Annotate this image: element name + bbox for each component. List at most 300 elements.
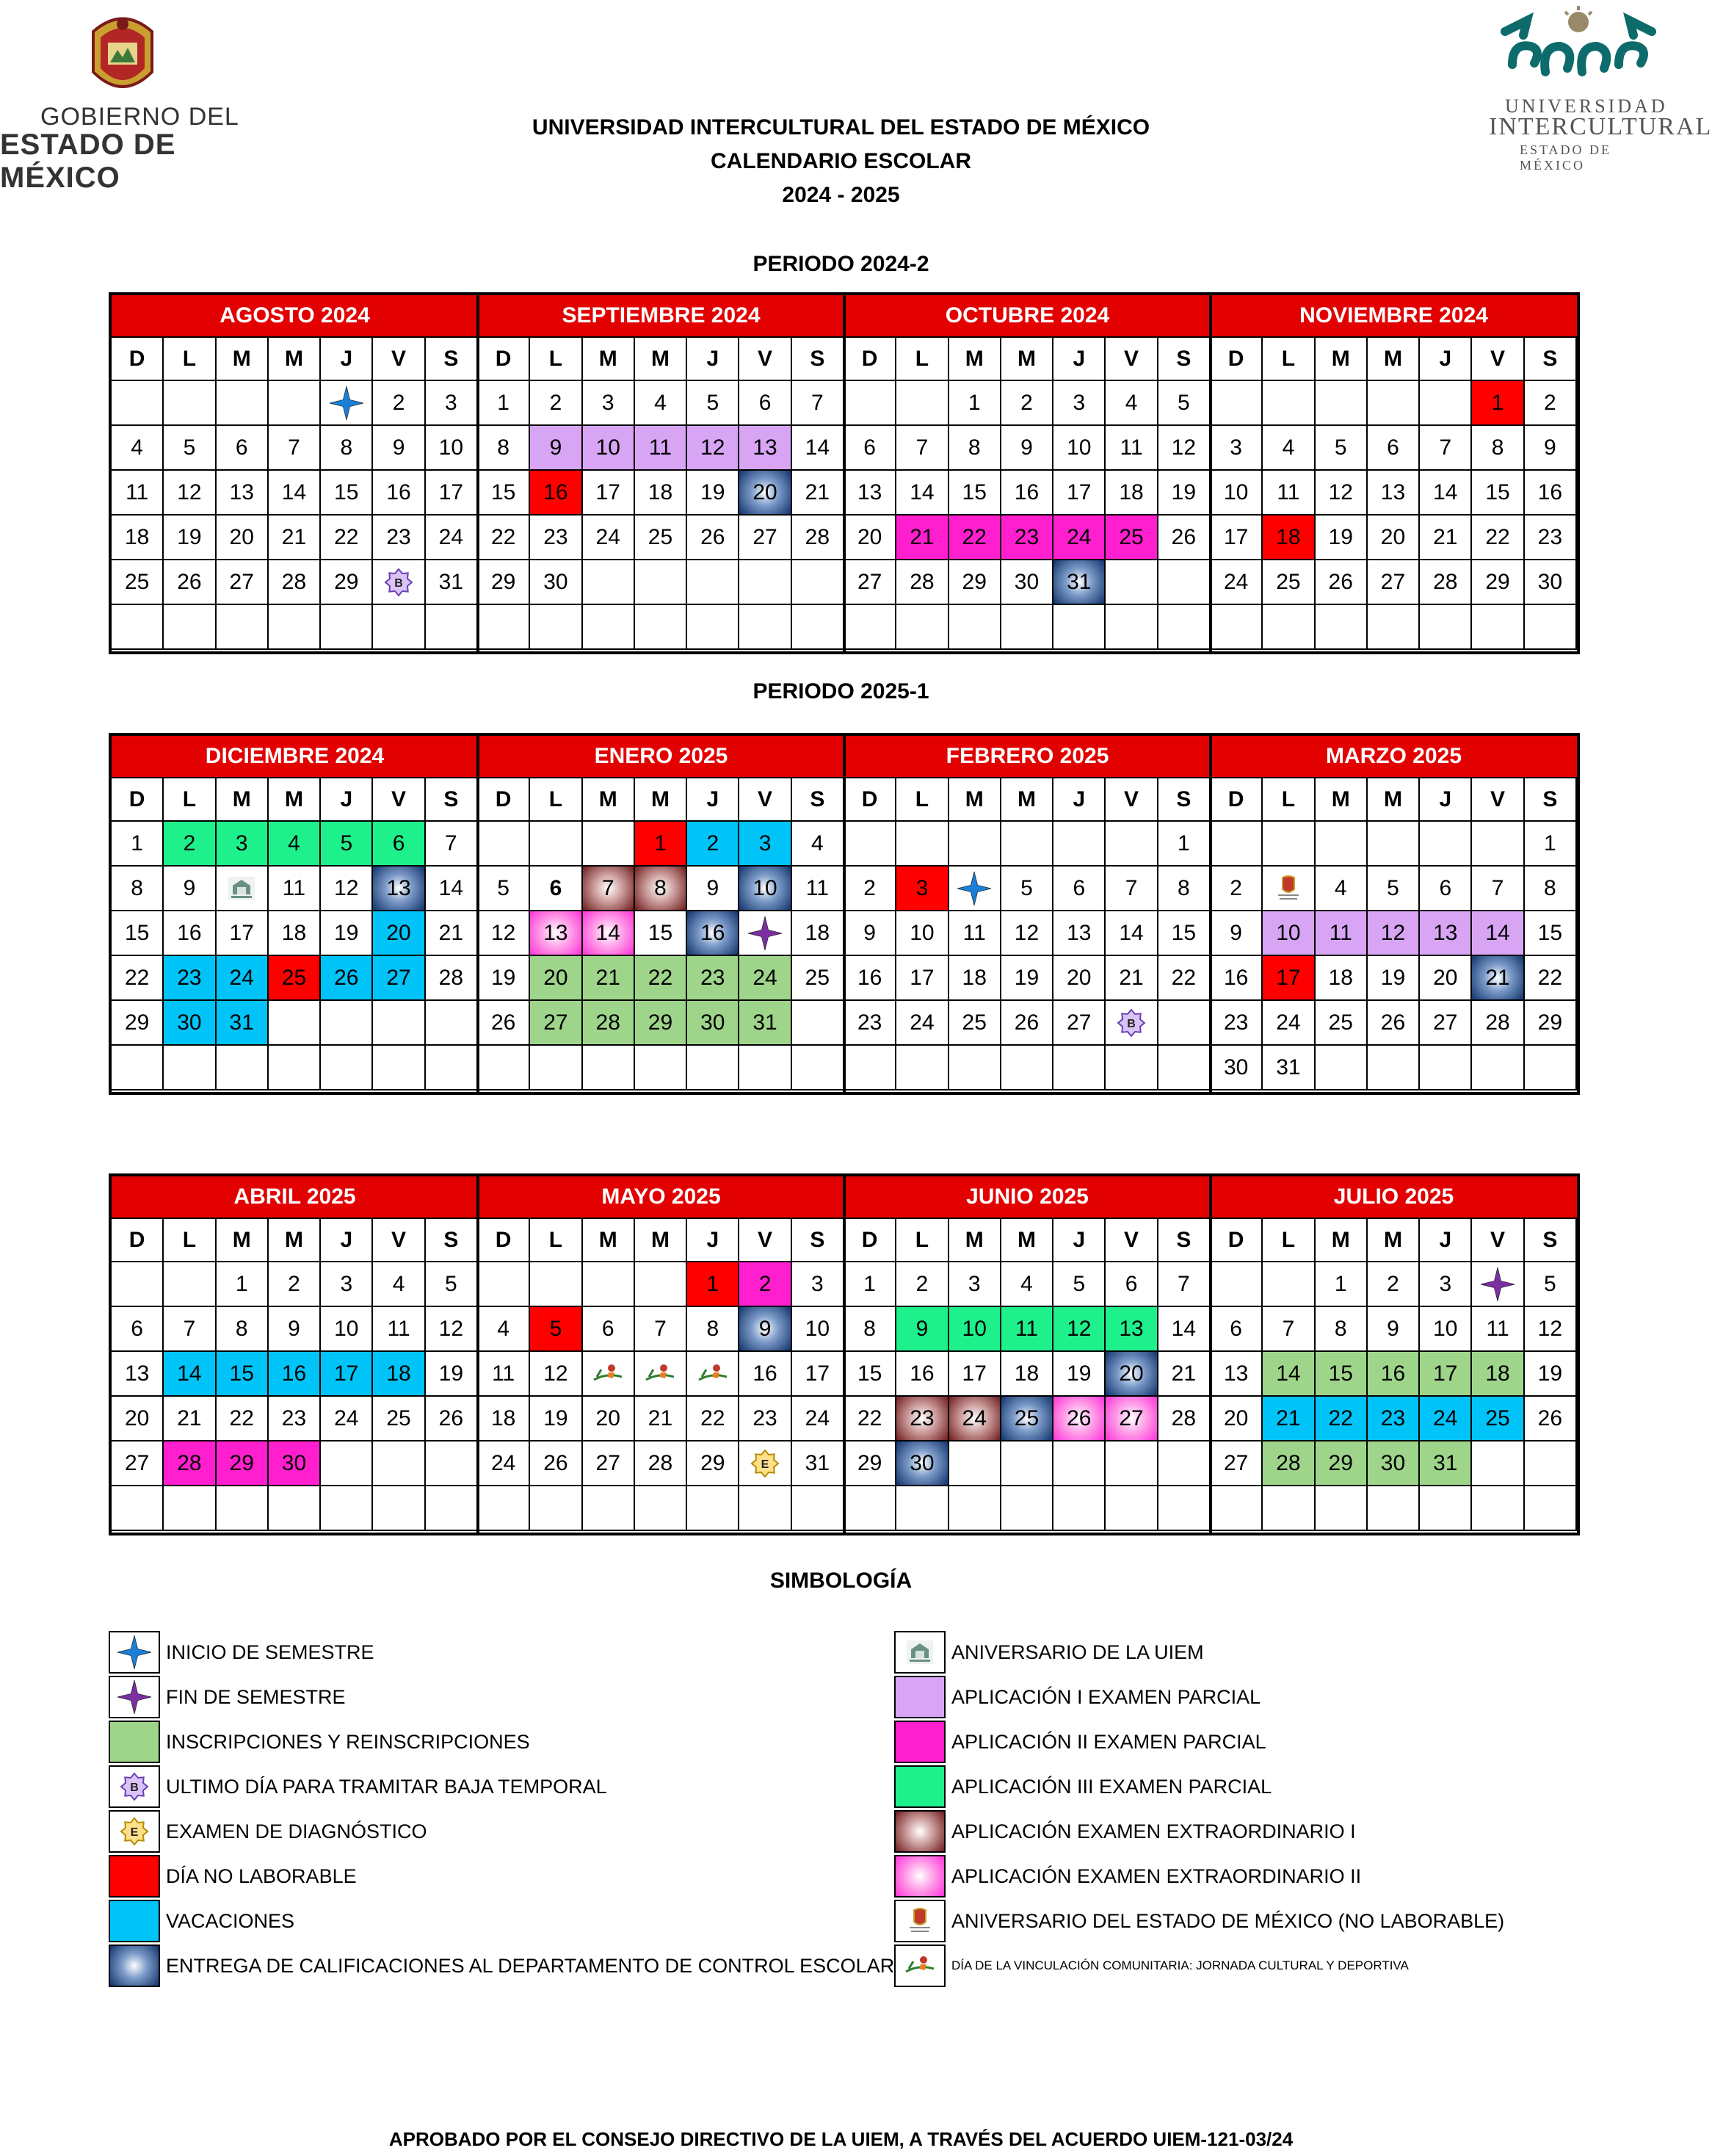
empty-cell: [792, 605, 844, 650]
empty-cell: [217, 605, 269, 650]
empty-cell: [1263, 822, 1315, 867]
legend-item: [109, 1809, 427, 1853]
day-cell: 20: [1211, 1397, 1263, 1441]
empty-cell: [530, 1486, 582, 1531]
weekday-label: M: [1368, 1218, 1420, 1262]
day-cell: 28: [1263, 1441, 1315, 1486]
day-cell: 2: [896, 1262, 949, 1307]
empty-cell: [949, 822, 1001, 867]
weekday-label: S: [1525, 336, 1577, 381]
day-cell: 11: [373, 1307, 425, 1352]
weekday-label: D: [112, 1218, 164, 1262]
day-cell: 7: [1472, 867, 1524, 911]
day-cell: 6: [373, 822, 425, 867]
empty-cell: [426, 605, 478, 650]
empty-cell: [687, 560, 739, 605]
month-header: FEBRERO 2025: [844, 736, 1211, 777]
day-cell: 9: [1211, 911, 1263, 956]
weekday-label: D: [112, 777, 164, 822]
day-cell: 17: [949, 1352, 1001, 1397]
day-cell: 25: [1316, 1001, 1368, 1046]
weekday-label: S: [792, 1218, 844, 1262]
weekday-label: J: [1053, 336, 1106, 381]
legend-label: ANIVERSARIO DEL ESTADO DE MÉXICO (NO LABORABLE): [951, 1909, 1505, 1932]
weekday-label: V: [1472, 777, 1524, 822]
empty-cell: [687, 1046, 739, 1090]
weekday-label: M: [1316, 777, 1368, 822]
day-cell: 31: [1420, 1441, 1472, 1486]
legend-item: [894, 1675, 1261, 1719]
day-cell: 17: [896, 956, 949, 1001]
day-cell: 27: [1106, 1397, 1158, 1441]
day-cell: 15: [1316, 1352, 1368, 1397]
day-cell: 4: [269, 822, 321, 867]
day-cell: 5: [1053, 1262, 1106, 1307]
day-cell: 26: [1368, 1001, 1420, 1046]
day-cell: 11: [635, 426, 687, 471]
day-cell: 6: [217, 426, 269, 471]
day-cell: 5: [530, 1307, 582, 1352]
day-cell: 13: [112, 1352, 164, 1397]
weekday-label: M: [217, 1218, 269, 1262]
day-cell: 12: [164, 471, 216, 516]
day-cell: 14: [269, 471, 321, 516]
empty-cell: [1158, 1441, 1211, 1486]
day-cell: 1: [1158, 822, 1211, 867]
day-cell: 29: [1525, 1001, 1577, 1046]
inicio-semestre-icon: [321, 381, 373, 426]
legend-item: [109, 1944, 894, 1988]
day-cell: 30: [1368, 1441, 1420, 1486]
month-separator: [843, 1176, 846, 1533]
month-header: MAYO 2025: [478, 1176, 844, 1218]
empty-cell: [1211, 1262, 1263, 1307]
empty-cell: [896, 605, 949, 650]
weekday-label: J: [1420, 777, 1472, 822]
empty-cell: [164, 605, 216, 650]
day-cell: 5: [321, 822, 373, 867]
vinculacion-comunitaria-icon: [687, 1352, 739, 1397]
day-cell: 14: [164, 1352, 216, 1397]
day-cell: 31: [792, 1441, 844, 1486]
day-cell: 26: [1316, 560, 1368, 605]
day-cell: 13: [844, 471, 896, 516]
empty-cell: [949, 1046, 1001, 1090]
empty-cell: [1472, 1441, 1524, 1486]
empty-cell: [1472, 605, 1524, 650]
weekday-label: L: [1263, 1218, 1315, 1262]
day-cell: 21: [164, 1397, 216, 1441]
legend-swatch: [894, 1721, 946, 1763]
day-cell: 6: [1368, 426, 1420, 471]
day-cell: 1: [1472, 381, 1524, 426]
empty-cell: [1053, 605, 1106, 650]
legend-label: ANIVERSARIO DE LA UIEM: [951, 1640, 1204, 1663]
weekday-label: J: [321, 1218, 373, 1262]
day-cell: 8: [949, 426, 1001, 471]
day-cell: 23: [687, 956, 739, 1001]
empty-cell: [321, 1001, 373, 1046]
day-cell: 6: [583, 1307, 635, 1352]
day-cell: 29: [321, 560, 373, 605]
day-cell: 28: [635, 1441, 687, 1486]
legend-swatch: [894, 1855, 946, 1898]
day-cell: 2: [1525, 381, 1577, 426]
day-cell: 12: [1316, 471, 1368, 516]
day-cell: 21: [896, 516, 949, 560]
day-cell: 5: [1368, 867, 1420, 911]
day-cell: 27: [373, 956, 425, 1001]
day-cell: 26: [321, 956, 373, 1001]
day-cell: 15: [478, 471, 530, 516]
day-cell: 11: [112, 471, 164, 516]
day-cell: 1: [635, 822, 687, 867]
legend-swatch: [109, 1721, 160, 1763]
day-cell: 22: [844, 1397, 896, 1441]
weekday-label: M: [583, 777, 635, 822]
day-cell: 7: [1158, 1262, 1211, 1307]
day-cell: 11: [269, 867, 321, 911]
weekday-label: M: [949, 336, 1001, 381]
legend-item: [894, 1809, 1356, 1853]
empty-cell: [949, 1441, 1001, 1486]
day-cell: 4: [373, 1262, 425, 1307]
weekday-label: L: [530, 777, 582, 822]
day-cell: 17: [217, 911, 269, 956]
day-cell: 8: [1316, 1307, 1368, 1352]
legend-label: DÍA NO LABORABLE: [166, 1864, 357, 1887]
weekday-label: M: [217, 777, 269, 822]
weekday-label: J: [687, 777, 739, 822]
empty-cell: [1106, 1441, 1158, 1486]
weekday-label: V: [739, 336, 791, 381]
empty-cell: [478, 1262, 530, 1307]
weekday-label: M: [635, 777, 687, 822]
empty-cell: [1001, 1046, 1053, 1090]
weekday-label: V: [1472, 336, 1524, 381]
baja-temporal-icon: [373, 560, 425, 605]
day-cell: 4: [1316, 867, 1368, 911]
svg-text:E: E: [761, 1458, 769, 1471]
day-cell: 20: [739, 471, 791, 516]
empty-cell: [164, 1262, 216, 1307]
day-cell: 4: [792, 822, 844, 867]
day-cell: 5: [1525, 1262, 1577, 1307]
weekday-label: J: [321, 777, 373, 822]
calendar-grid-2025-1a: [109, 733, 1580, 1095]
day-cell: 26: [687, 516, 739, 560]
svg-text:B: B: [1127, 1017, 1136, 1030]
day-cell: 2: [1368, 1262, 1420, 1307]
examen-diagnostico-icon: [109, 1810, 160, 1853]
day-cell: 2: [1211, 867, 1263, 911]
weekday-label: V: [1472, 1218, 1524, 1262]
day-cell: 3: [739, 822, 791, 867]
day-cell: 24: [426, 516, 478, 560]
day-cell: 20: [1368, 516, 1420, 560]
day-cell: 21: [583, 956, 635, 1001]
day-cell: 3: [321, 1262, 373, 1307]
weekday-label: D: [1211, 1218, 1263, 1262]
day-cell: 20: [1053, 956, 1106, 1001]
legend-label: EXAMEN DE DIAGNÓSTICO: [166, 1820, 427, 1842]
weekday-label: D: [112, 336, 164, 381]
aniversario-edomex-icon: [894, 1900, 946, 1942]
weekday-label: M: [949, 1218, 1001, 1262]
empty-cell: [1106, 560, 1158, 605]
weekday-label: M: [269, 336, 321, 381]
day-cell: 23: [844, 1001, 896, 1046]
month-header: ABRIL 2025: [112, 1176, 478, 1218]
day-cell: 25: [792, 956, 844, 1001]
empty-cell: [478, 1046, 530, 1090]
weekday-label: M: [217, 336, 269, 381]
day-cell: 30: [269, 1441, 321, 1486]
day-cell: 23: [896, 1397, 949, 1441]
month-header: NOVIEMBRE 2024: [1211, 295, 1577, 336]
day-cell: 26: [530, 1441, 582, 1486]
day-cell: 18: [112, 516, 164, 560]
day-cell: 3: [1053, 381, 1106, 426]
day-cell: 30: [1211, 1046, 1263, 1090]
empty-cell: [1053, 1486, 1106, 1531]
day-cell: 16: [896, 1352, 949, 1397]
legend-item: [109, 1630, 374, 1674]
legend-label: APLICACIÓN III EXAMEN PARCIAL: [951, 1775, 1272, 1798]
legend-label: ULTIMO DÍA PARA TRAMITAR BAJA TEMPORAL: [166, 1775, 607, 1798]
day-cell: 4: [635, 381, 687, 426]
day-cell: 12: [530, 1352, 582, 1397]
day-cell: 3: [426, 381, 478, 426]
fin-semestre-icon: [109, 1676, 160, 1718]
empty-cell: [844, 1486, 896, 1531]
day-cell: 24: [949, 1397, 1001, 1441]
empty-cell: [1472, 1046, 1524, 1090]
empty-cell: [530, 822, 582, 867]
aniversario-uiem-icon: [894, 1631, 946, 1674]
day-cell: 1: [1525, 822, 1577, 867]
uiem-line3: ESTADO DE MÉXICO: [1520, 142, 1612, 173]
day-cell: 21: [792, 471, 844, 516]
day-cell: 14: [426, 867, 478, 911]
day-cell: 25: [373, 1397, 425, 1441]
day-cell: 25: [1263, 560, 1315, 605]
day-cell: 15: [1472, 471, 1524, 516]
aniversario-uiem-icon: [217, 867, 269, 911]
day-cell: 24: [1211, 560, 1263, 605]
day-cell: 16: [164, 911, 216, 956]
empty-cell: [1158, 605, 1211, 650]
day-cell: 7: [269, 426, 321, 471]
empty-cell: [635, 560, 687, 605]
empty-cell: [583, 605, 635, 650]
day-cell: 30: [896, 1441, 949, 1486]
day-cell: 23: [1525, 516, 1577, 560]
day-cell: 4: [1001, 1262, 1053, 1307]
weekday-label: S: [1158, 336, 1211, 381]
day-cell: 22: [321, 516, 373, 560]
day-cell: 7: [426, 822, 478, 867]
empty-cell: [426, 1486, 478, 1531]
day-cell: 13: [1053, 911, 1106, 956]
empty-cell: [635, 1486, 687, 1531]
day-cell: 19: [687, 471, 739, 516]
weekday-label: M: [635, 1218, 687, 1262]
day-cell: 27: [1420, 1001, 1472, 1046]
day-cell: 27: [217, 560, 269, 605]
day-cell: 8: [844, 1307, 896, 1352]
weekday-label: S: [1158, 1218, 1211, 1262]
weekday-label: V: [739, 777, 791, 822]
day-cell: 13: [217, 471, 269, 516]
empty-cell: [1211, 381, 1263, 426]
empty-cell: [1053, 822, 1106, 867]
day-cell: 29: [687, 1441, 739, 1486]
weekday-label: L: [1263, 336, 1315, 381]
day-cell: 7: [164, 1307, 216, 1352]
empty-cell: [1368, 1486, 1420, 1531]
day-cell: 31: [739, 1001, 791, 1046]
empty-cell: [426, 1441, 478, 1486]
empty-cell: [896, 822, 949, 867]
weekday-label: J: [687, 336, 739, 381]
baja-temporal-icon: [1106, 1001, 1158, 1046]
day-cell: 21: [1158, 1352, 1211, 1397]
day-cell: 11: [478, 1352, 530, 1397]
empty-cell: [1525, 1486, 1577, 1531]
empty-cell: [1263, 1262, 1315, 1307]
legend-label: FIN DE SEMESTRE: [166, 1685, 346, 1708]
weekday-label: L: [530, 336, 582, 381]
day-cell: 6: [844, 426, 896, 471]
legend-item: [894, 1765, 1272, 1809]
empty-cell: [1525, 1441, 1577, 1486]
day-cell: 20: [1420, 956, 1472, 1001]
day-cell: 21: [1106, 956, 1158, 1001]
day-cell: 5: [1001, 867, 1053, 911]
day-cell: 1: [112, 822, 164, 867]
month-header: ENERO 2025: [478, 736, 844, 777]
empty-cell: [583, 822, 635, 867]
legend-label: ENTREGA DE CALIFICACIONES AL DEPARTAMENTO DE CONTROL ESCOLAR: [166, 1954, 895, 1977]
weekday-label: D: [844, 777, 896, 822]
empty-cell: [583, 1486, 635, 1531]
weekday-label: V: [1106, 777, 1158, 822]
day-cell: 11: [1106, 426, 1158, 471]
day-cell: 20: [583, 1397, 635, 1441]
day-cell: 20: [1106, 1352, 1158, 1397]
fin-semestre-icon: [1472, 1262, 1524, 1307]
examen-diagnostico-icon: [739, 1441, 791, 1486]
day-cell: 12: [478, 911, 530, 956]
legend-swatch: [894, 1765, 946, 1808]
day-cell: 22: [1472, 516, 1524, 560]
day-cell: 29: [478, 560, 530, 605]
weekday-label: M: [949, 777, 1001, 822]
day-cell: 16: [373, 471, 425, 516]
weekday-label: S: [1525, 1218, 1577, 1262]
day-cell: 10: [426, 426, 478, 471]
day-cell: 14: [1106, 911, 1158, 956]
day-cell: 26: [164, 560, 216, 605]
day-cell: 25: [1472, 1397, 1524, 1441]
day-cell: 26: [1158, 516, 1211, 560]
day-cell: 7: [896, 426, 949, 471]
weekday-label: D: [478, 1218, 530, 1262]
weekday-label: D: [1211, 777, 1263, 822]
weekday-label: L: [896, 777, 949, 822]
day-cell: 12: [687, 426, 739, 471]
empty-cell: [269, 605, 321, 650]
day-cell: 18: [478, 1397, 530, 1441]
empty-cell: [321, 1046, 373, 1090]
empty-cell: [792, 560, 844, 605]
day-cell: 30: [1525, 560, 1577, 605]
empty-cell: [635, 1262, 687, 1307]
day-cell: 10: [739, 867, 791, 911]
day-cell: 30: [687, 1001, 739, 1046]
day-cell: 13: [1420, 911, 1472, 956]
empty-cell: [844, 822, 896, 867]
day-cell: 8: [1158, 867, 1211, 911]
empty-cell: [1053, 1441, 1106, 1486]
day-cell: 26: [1525, 1397, 1577, 1441]
day-cell: 10: [896, 911, 949, 956]
day-cell: 11: [1001, 1307, 1053, 1352]
empty-cell: [1525, 1046, 1577, 1090]
day-cell: 7: [1106, 867, 1158, 911]
day-cell: 14: [1472, 911, 1524, 956]
month-separator: [843, 736, 846, 1092]
day-cell: 10: [1211, 471, 1263, 516]
day-cell: 3: [896, 867, 949, 911]
day-cell: 28: [792, 516, 844, 560]
empty-cell: [1525, 605, 1577, 650]
legend-title: SIMBOLOGÍA: [769, 1569, 913, 1593]
day-cell: 18: [1106, 471, 1158, 516]
day-cell: 24: [1263, 1001, 1315, 1046]
day-cell: 27: [1053, 1001, 1106, 1046]
weekday-label: L: [896, 1218, 949, 1262]
day-cell: 27: [1211, 1441, 1263, 1486]
day-cell: 2: [530, 381, 582, 426]
day-cell: 23: [373, 516, 425, 560]
empty-cell: [949, 605, 1001, 650]
day-cell: 12: [426, 1307, 478, 1352]
legend-item: [109, 1675, 346, 1719]
legend-item: [894, 1899, 1504, 1943]
day-cell: 17: [321, 1352, 373, 1397]
legend-item: [894, 1630, 1204, 1674]
empty-cell: [1001, 1486, 1053, 1531]
day-cell: 22: [1316, 1397, 1368, 1441]
day-cell: 19: [1525, 1352, 1577, 1397]
day-cell: 19: [1001, 956, 1053, 1001]
gobierno-line1: GOBIERNO DEL: [40, 103, 239, 131]
day-cell: 4: [1263, 426, 1315, 471]
weekday-label: D: [478, 777, 530, 822]
day-cell: 4: [1106, 381, 1158, 426]
day-cell: 8: [321, 426, 373, 471]
weekday-label: S: [426, 777, 478, 822]
day-cell: 19: [426, 1352, 478, 1397]
day-cell: 29: [112, 1001, 164, 1046]
header-calendar: CALENDARIO ESCOLAR: [710, 149, 971, 173]
day-cell: 16: [1368, 1352, 1420, 1397]
vinculacion-comunitaria-icon: [894, 1945, 946, 1987]
day-cell: 25: [269, 956, 321, 1001]
day-cell: 2: [844, 867, 896, 911]
